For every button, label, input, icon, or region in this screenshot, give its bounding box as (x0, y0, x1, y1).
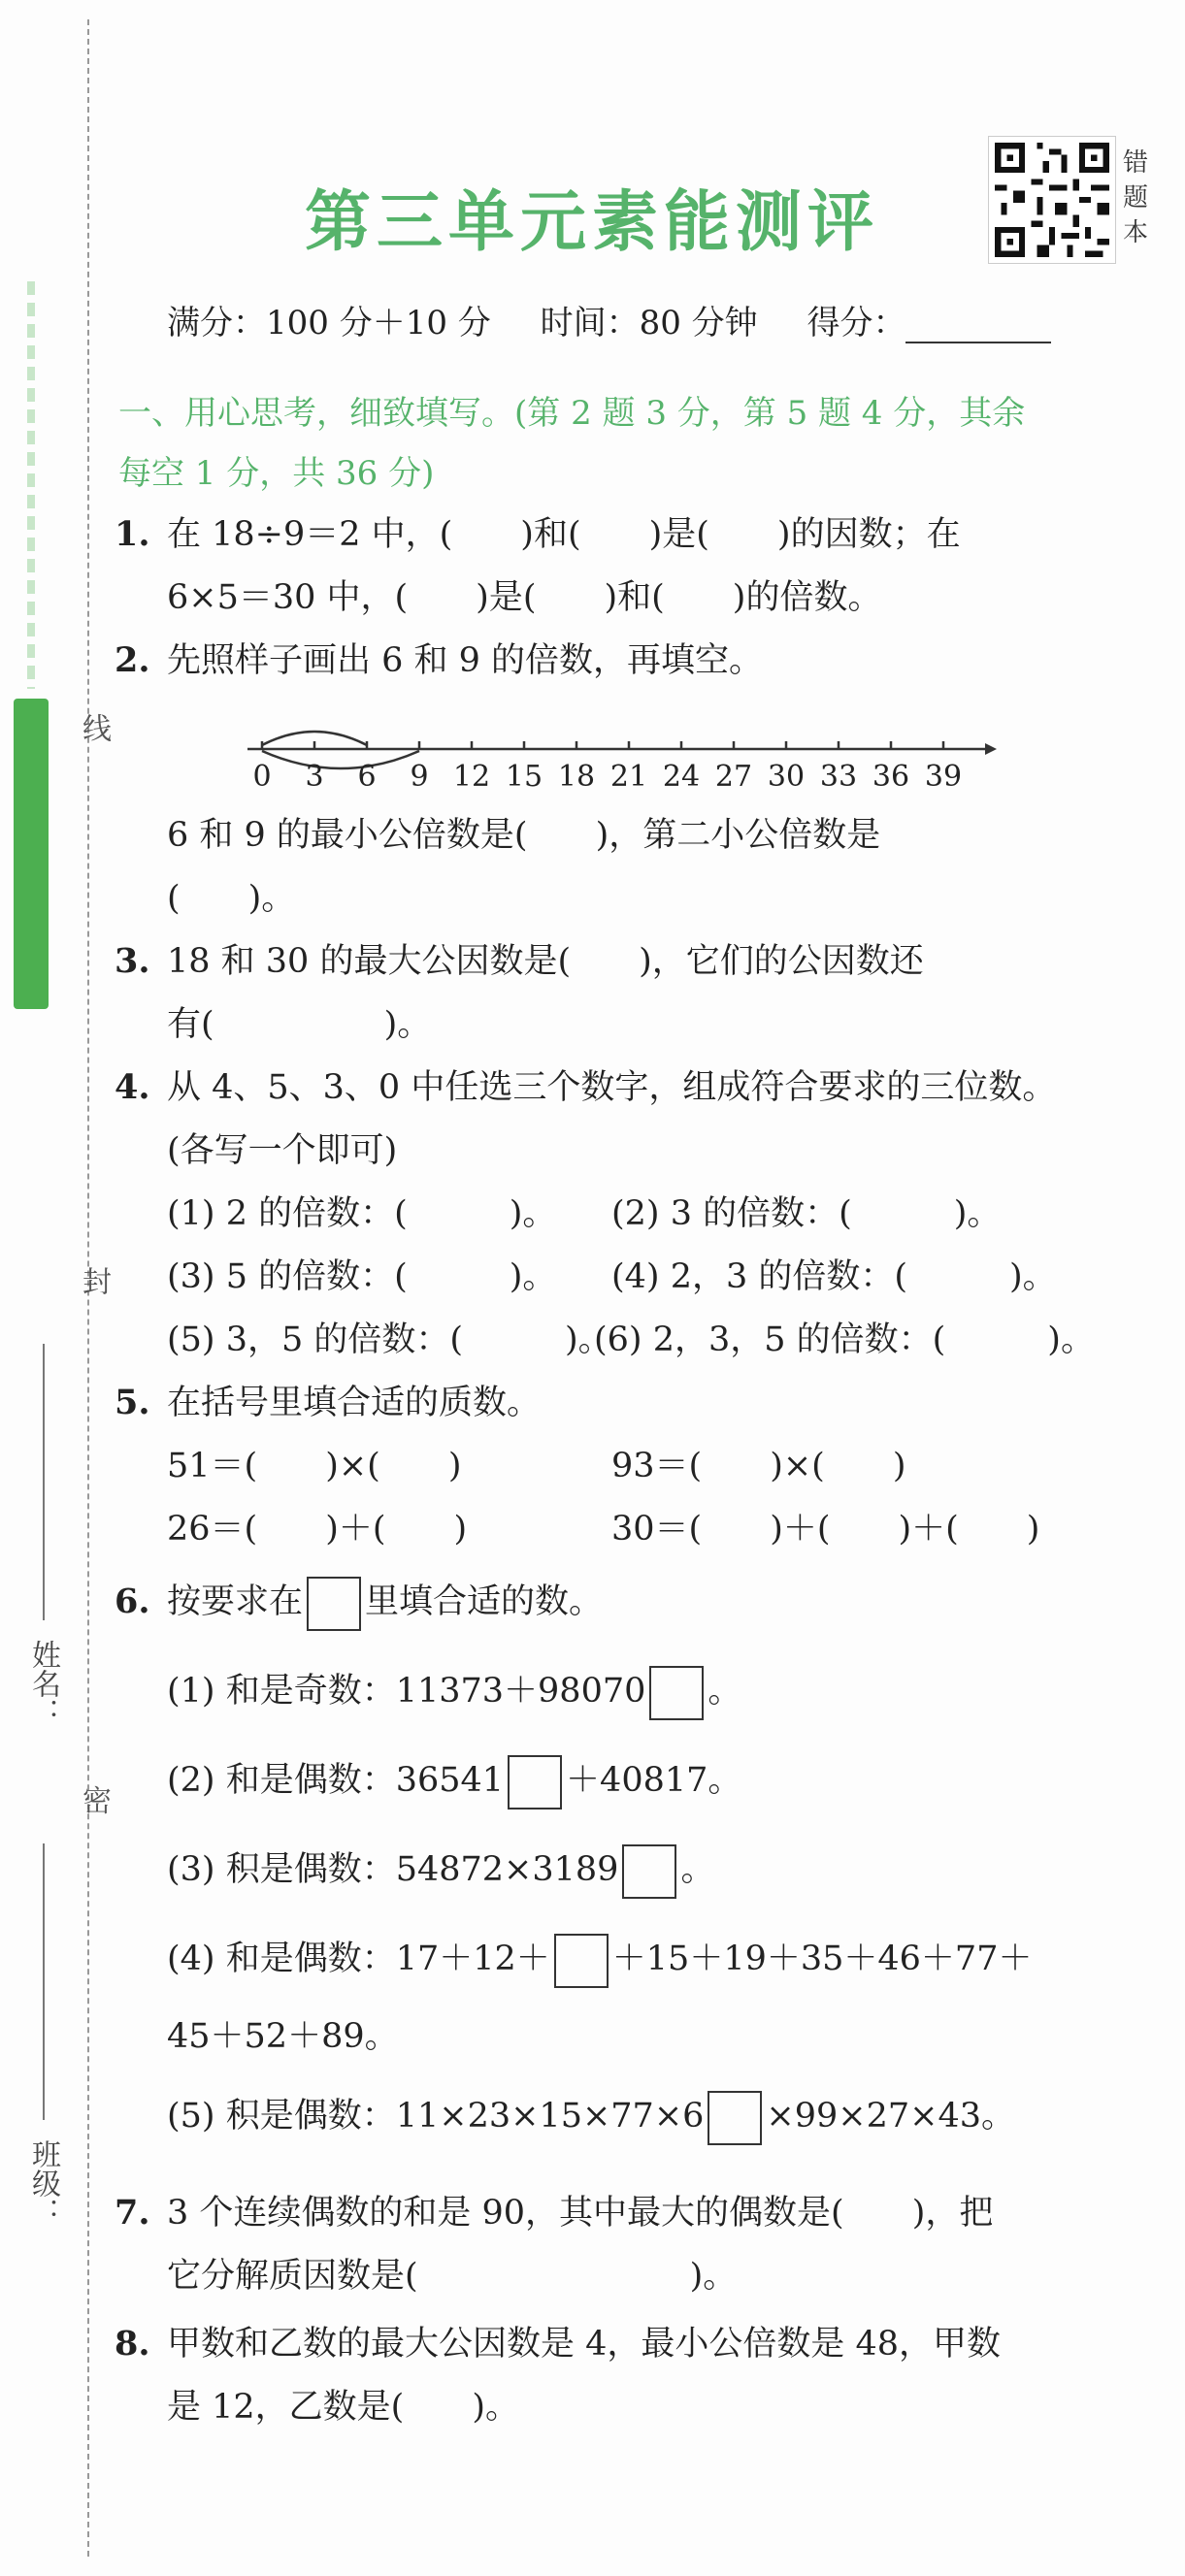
margin-label-seal: 封 (77, 1266, 111, 1295)
q3-line2: 有( )。 (167, 1005, 432, 1044)
q2-line1: 先照样子画出 6 和 9 的倍数，再填空。 (167, 641, 764, 680)
time-limit: 时间：80 分钟 (540, 304, 758, 342)
q6-line1-a: 按要求在 (167, 1582, 304, 1621)
q5-eq-93: 93＝( )×( ) (611, 1447, 906, 1485)
q7-line1: 3 个连续偶数的和是 90，其中最大的偶数是( )，把 (167, 2194, 994, 2233)
q6-part5-end: ×99×27×43。 (766, 2097, 1016, 2136)
multiple-arc-9 (262, 751, 419, 768)
q6-part5 (167, 2086, 1015, 2146)
q4-part5: (5) 3，5 的倍数：( )。 (167, 1321, 612, 1359)
section-heading-line2: 每空 1 分，共 36 分) (118, 454, 435, 493)
answer-box-1[interactable] (649, 1666, 704, 1720)
q4-line1: 从 4、5、3、0 中任选三个数字，组成符合要求的三位数。 (167, 1068, 1057, 1107)
q6-part2 (167, 1750, 741, 1810)
q5-eq-51: 51＝( )×( ) (167, 1447, 462, 1485)
number-line-label: 21 (609, 760, 648, 794)
q2-line3: ( )。 (167, 879, 296, 918)
q5-line1: 在括号里填合适的质数。 (167, 1384, 542, 1422)
q6-number: 6. (115, 1581, 150, 1621)
number-line (247, 718, 1014, 805)
margin-label-line: 线 (77, 713, 111, 742)
q6-part5-text: (5) 积是偶数：11×23×15×77×6 (167, 2097, 705, 2136)
q6-part1-text: (1) 和是奇数：11373＋98070 (167, 1672, 646, 1711)
answer-box-4[interactable] (554, 1934, 609, 1988)
answer-box-5[interactable] (708, 2091, 762, 2145)
q2-line2: 6 和 9 的最小公倍数是( )，第二小公倍数是 (167, 816, 881, 855)
q7-number: 7. (115, 2193, 150, 2233)
q1-line2: 6×5＝30 中，( )是( )和( )的倍数。 (167, 578, 882, 617)
number-line-label: 9 (410, 760, 429, 794)
q4-part3: (3) 5 的倍数：( )。 (167, 1257, 557, 1296)
number-line-label: 33 (819, 760, 858, 794)
section-heading-line1: 一、用心思考，细致填写。(第 2 题 3 分，第 5 题 4 分，其余 (118, 394, 1026, 433)
number-line-label: 6 (357, 760, 377, 794)
q4-part2: (2) 3 的倍数：( )。 (611, 1194, 1002, 1233)
q5-number: 5. (115, 1383, 150, 1422)
q8-number: 8. (115, 2324, 150, 2364)
answer-box-3[interactable] (622, 1844, 676, 1899)
q3-line1: 18 和 30 的最大公因数是( )，它们的公因数还 (167, 942, 924, 981)
q4-part4: (4) 2，3 的倍数：( )。 (611, 1257, 1057, 1296)
number-line-label: 12 (452, 760, 491, 794)
q1-number: 1. (115, 514, 150, 554)
name-write-line (43, 1344, 45, 1620)
q8-line2: 是 12，乙数是( )。 (167, 2388, 519, 2427)
q4-part6: (6) 2，3，5 的倍数：( )。 (594, 1321, 1095, 1359)
number-line-label: 36 (872, 760, 910, 794)
brand-logo (14, 699, 49, 1009)
q6-part4 (167, 1929, 1032, 1989)
q6-part2-text: (2) 和是偶数：36541 (167, 1761, 505, 1800)
answer-box-2[interactable] (508, 1755, 562, 1810)
number-line-label: 15 (505, 760, 543, 794)
answer-box-example (307, 1577, 361, 1631)
q4-line2: (各写一个即可) (167, 1131, 398, 1170)
q6-part2-end: ＋40817。 (566, 1761, 742, 1800)
q6-part1-end: 。 (708, 1672, 742, 1711)
number-line-label: 0 (252, 760, 272, 794)
class-label: 班级： (26, 2139, 60, 2227)
q3-number: 3. (115, 941, 150, 981)
score-got-label: 得分： (806, 304, 906, 342)
page-title: 第三单元素能测评 (304, 183, 879, 261)
section-heading (118, 383, 1089, 504)
q8-line1: 甲数和乙数的最大公因数是 4，最小公倍数是 48，甲数 (167, 2325, 1002, 2364)
q5-eq-30: 30＝( )＋( )＋( ) (611, 1510, 1040, 1549)
number-line-label: 30 (767, 760, 806, 794)
number-line-label: 18 (557, 760, 596, 794)
q6-part1 (167, 1661, 741, 1721)
q4-number: 4. (115, 1067, 150, 1107)
q6-part4-end: ＋15＋19＋35＋46＋77＋ (611, 1940, 1033, 1978)
q6-part4-text: (4) 和是偶数：17＋12＋ (167, 1940, 550, 1978)
full-score: 满分：100 分＋10 分 (167, 304, 491, 342)
brand-strip (14, 281, 49, 1019)
name-label: 姓名： (26, 1640, 60, 1727)
q4-part1: (1) 2 的倍数：( )。 (167, 1194, 557, 1233)
q2-number: 2. (115, 640, 150, 680)
q6-part3-text: (3) 积是偶数：54872×3189 (167, 1850, 619, 1889)
q6-part4-line2: 45＋52＋89。 (167, 2017, 399, 2056)
q5-eq-26: 26＝( )＋( ) (167, 1510, 468, 1549)
q6-line1-b: 里填合适的数。 (365, 1582, 604, 1621)
qr-code-icon[interactable] (988, 136, 1116, 264)
q6-part3-end: 。 (680, 1850, 715, 1889)
mistake-book-label[interactable]: 错题本 (1122, 148, 1148, 247)
number-line-arrow (985, 743, 997, 755)
q6-part3 (167, 1840, 714, 1900)
q7-line2: 它分解质因数是( )。 (167, 2257, 738, 2296)
margin-label-dense: 密 (77, 1785, 111, 1814)
brand-strip-faint (27, 281, 35, 689)
number-line-label: 3 (305, 760, 324, 794)
class-write-line (43, 1843, 45, 2120)
number-line-label: 24 (662, 760, 701, 794)
q6-line1 (167, 1572, 603, 1632)
score-info (167, 296, 1090, 343)
number-line-label: 39 (924, 760, 963, 794)
q1-line1: 在 18÷9＝2 中，( )和( )是( )的因数；在 (167, 515, 961, 554)
score-blank[interactable] (905, 312, 1051, 343)
number-line-label: 27 (714, 760, 753, 794)
